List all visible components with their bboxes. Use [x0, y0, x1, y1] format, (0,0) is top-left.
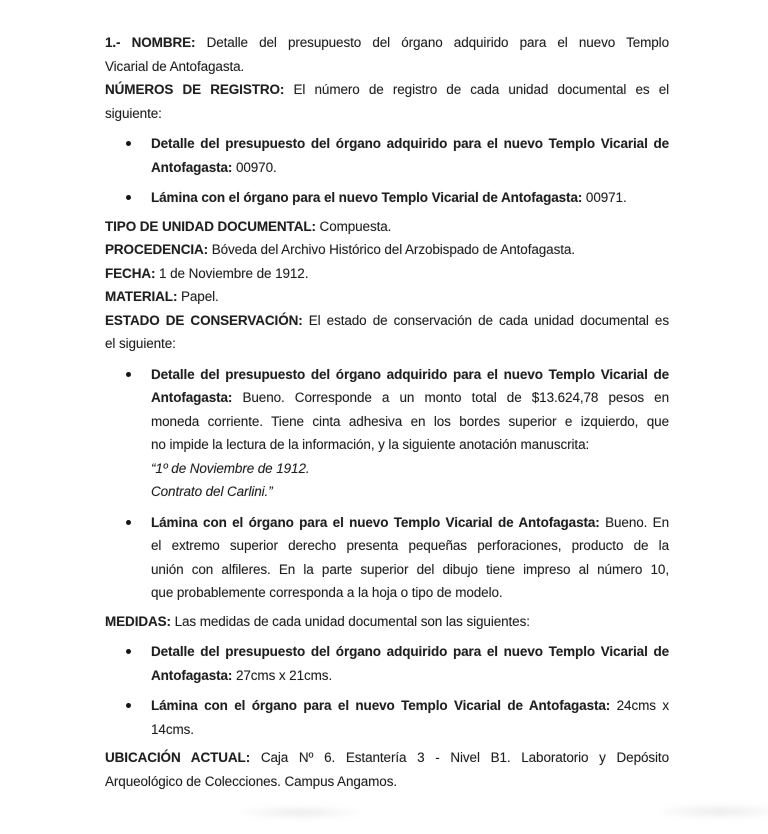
- text-line: [151, 694, 669, 718]
- text-line: [151, 480, 669, 504]
- body-text: el extremo superior derecho presenta pequeñas perforaciones, producto de la: [151, 538, 669, 553]
- bullet-icon: [126, 649, 131, 654]
- text-line: [151, 433, 669, 457]
- text-line: [105, 746, 669, 770]
- label-text: UBICACIÓN ACTUAL:: [105, 750, 251, 765]
- body-text: Bóveda del Archivo Histórico del Arzobispado de Antofagasta.: [208, 242, 575, 257]
- label-text: Antofagasta:: [151, 667, 233, 683]
- paragraph: [105, 285, 669, 309]
- body-text: moneda corriente. Tiene cinta adhesiva en los bordes superior e izquierdo, que: [151, 413, 669, 429]
- body-text: siguiente:: [105, 105, 162, 121]
- label-text: Lámina con el órgano para el nuevo Templo Vicarial de Antofagasta:: [151, 698, 611, 713]
- label-text: Lámina con el órgano para el nuevo Templo Vicarial de Antofagasta:: [151, 514, 600, 530]
- body-text: 00971.: [582, 190, 627, 205]
- body-text: Bueno. En: [599, 514, 669, 530]
- label-text: ESTADO DE CONSERVACIÓN:: [105, 312, 303, 328]
- text-line: [151, 640, 669, 664]
- body-text: Compuesta.: [315, 218, 392, 234]
- paragraph: [105, 238, 669, 262]
- body-text: unión con alfileres. En la parte superior del dibujo tiene impreso al número 10,: [151, 561, 669, 577]
- body-text: Vicarial de Antofagasta.: [105, 58, 245, 74]
- text-line: [105, 610, 669, 634]
- bullet-icon: [126, 141, 131, 146]
- text-line: [151, 581, 669, 605]
- paragraph: [105, 309, 669, 356]
- body-text: Las medidas de cada unidad documental son las siguientes:: [170, 613, 530, 629]
- label-text: 1.- NOMBRE:: [105, 35, 196, 50]
- scan-smudge: [233, 805, 368, 820]
- text-line: [151, 386, 669, 410]
- bullet-item: [105, 186, 669, 210]
- text-line: [151, 132, 669, 156]
- body-text: Detalle del presupuesto del órgano adquirido para el nuevo Templo: [195, 35, 669, 50]
- text-line: [151, 558, 669, 582]
- bullet-icon: [126, 195, 131, 200]
- text-line: [105, 332, 669, 356]
- text-line: [105, 78, 669, 102]
- paragraph: [105, 31, 669, 78]
- label-text: Detalle del presupuesto del órgano adquirido para el nuevo Templo Vicarial de: [151, 136, 669, 151]
- label-text: FECHA:: [105, 265, 156, 281]
- text-line: [105, 770, 669, 794]
- text-line: [151, 718, 669, 742]
- label-text: TIPO DE UNIDAD DOCUMENTAL:: [105, 218, 316, 234]
- label-text: MEDIDAS:: [105, 613, 171, 629]
- body-text: 27cms x 21cms.: [232, 667, 333, 683]
- text-line: [105, 309, 669, 333]
- body-text: no impide la lectura de la información, y la siguiente anotación manuscrita:: [151, 437, 590, 452]
- bullet-item: [105, 363, 669, 504]
- document-body: [105, 31, 669, 793]
- label-text: Antofagasta:: [151, 159, 233, 175]
- bullet-item: [105, 132, 669, 179]
- text-line: [105, 31, 669, 55]
- label-text: NÚMEROS DE REGISTRO:: [105, 82, 285, 97]
- paragraph: [105, 610, 669, 634]
- body-text: 1 de Noviembre de 1912.: [155, 265, 309, 281]
- body-text: El estado de conservación de cada unidad documental es: [302, 312, 669, 328]
- body-text: 24cms x: [610, 698, 669, 713]
- text-line: [105, 102, 669, 126]
- paragraph: [105, 262, 669, 286]
- text-line: [151, 457, 669, 481]
- quoted-annotation-text: Contrato del Carlini.”: [151, 484, 273, 499]
- body-text: Arqueológico de Colecciones. Campus Angamos.: [105, 773, 398, 789]
- body-text: 14cms.: [151, 721, 194, 737]
- paragraph: [105, 746, 669, 793]
- text-line: [151, 534, 669, 558]
- label-text: Detalle del presupuesto del órgano adquirido para el nuevo Templo Vicarial de: [151, 644, 669, 659]
- label-text: PROCEDENCIA:: [105, 242, 209, 257]
- body-text: el siguiente:: [105, 336, 176, 351]
- text-line: [151, 511, 669, 535]
- text-line: [151, 363, 669, 387]
- text-line: [105, 262, 669, 286]
- text-line: [105, 215, 669, 239]
- text-line: [105, 55, 669, 79]
- label-text: MATERIAL:: [105, 289, 178, 304]
- bullet-item: [105, 640, 669, 687]
- bullet-item: [105, 694, 669, 741]
- scan-smudge: [650, 803, 768, 820]
- body-text: El número de registro de cada unidad documental es el: [284, 82, 670, 97]
- text-line: [151, 664, 669, 688]
- bullet-icon: [126, 372, 131, 377]
- text-line: [105, 238, 669, 262]
- body-text: Caja Nº 6. Estantería 3 - Nivel B1. Laboratorio y Depósito: [250, 750, 669, 765]
- body-text: Papel.: [177, 289, 219, 304]
- label-text: Lámina con el órgano para el nuevo Templo Vicarial de Antofagasta:: [151, 190, 583, 205]
- text-line: [151, 156, 669, 180]
- bullet-icon: [126, 703, 131, 708]
- text-line: [105, 285, 669, 309]
- body-text: que probablemente corresponda a la hoja o tipo de modelo.: [151, 585, 503, 600]
- bullet-icon: [126, 520, 131, 525]
- quoted-annotation-text: “1º de Noviembre de 1912.: [151, 460, 310, 476]
- bullet-item: [105, 511, 669, 605]
- text-line: [151, 410, 669, 434]
- paragraph: [105, 215, 669, 239]
- body-text: 00970.: [232, 159, 277, 175]
- label-text: Antofagasta:: [151, 390, 233, 405]
- paragraph: [105, 78, 669, 125]
- text-line: [151, 186, 669, 210]
- body-text: Bueno. Corresponde a un monto total de $13.624,78 pesos en: [232, 390, 669, 405]
- label-text: Detalle del presupuesto del órgano adquirido para el nuevo Templo Vicarial de: [151, 366, 669, 382]
